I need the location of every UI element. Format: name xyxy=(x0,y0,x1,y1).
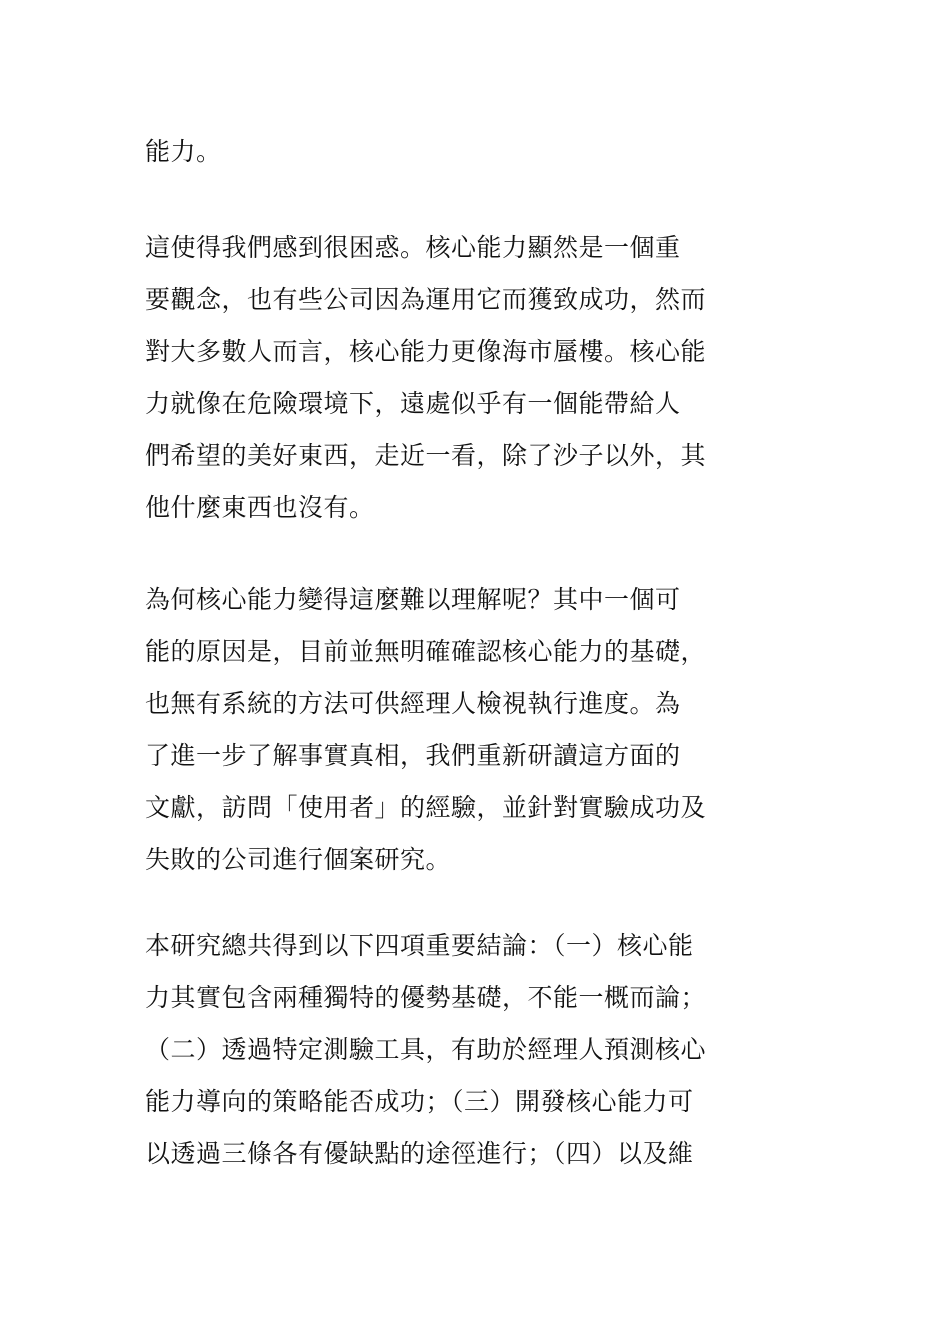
text-line: 能力。 xyxy=(145,137,222,166)
text-line: 為何核心能力變得這麼難以理解呢？其中一個可 xyxy=(145,585,681,614)
text-line: 文獻，訪問「使用者」的經驗，並針對實驗成功及 xyxy=(145,793,707,822)
text-line: 以透過三條各有優缺點的途徑進行；（四）以及維 xyxy=(145,1139,694,1168)
text-line: 們希望的美好東西，走近一看，除了沙子以外，其 xyxy=(145,441,707,470)
text-line: （二）透過特定測驗工具，有助於經理人預測核心 xyxy=(145,1035,707,1064)
paragraph-4 xyxy=(145,920,705,1180)
paragraph-1 xyxy=(145,126,705,178)
text-line: 對大多數人而言，核心能力更像海市蜃樓。核心能 xyxy=(145,337,707,366)
text-line: 要觀念，也有些公司因為運用它而獲致成功，然而 xyxy=(145,285,707,314)
text-line: 他什麼東西也沒有。 xyxy=(145,493,375,522)
paragraph-2 xyxy=(145,222,705,534)
text-line: 能力導向的策略能否成功；（三）開發核心能力可 xyxy=(145,1087,694,1116)
text-line: 了進一步了解事實真相，我們重新研讀這方面的 xyxy=(145,741,681,770)
text-line: 力就像在危險環境下，遠處似乎有一個能帶給人 xyxy=(145,389,681,418)
text-line: 力其實包含兩種獨特的優勢基礎，不能一概而論； xyxy=(145,983,707,1012)
text-line: 本研究總共得到以下四項重要結論：（一）核心能 xyxy=(145,931,694,960)
text-line: 失敗的公司進行個案研究。 xyxy=(145,845,452,874)
paragraph-3 xyxy=(145,574,705,886)
text-line: 也無有系統的方法可供經理人檢視執行進度。為 xyxy=(145,689,681,718)
text-line: 能的原因是，目前並無明確確認核心能力的基礎， xyxy=(145,637,707,666)
text-line: 這使得我們感到很困惑。核心能力顯然是一個重 xyxy=(145,233,681,262)
